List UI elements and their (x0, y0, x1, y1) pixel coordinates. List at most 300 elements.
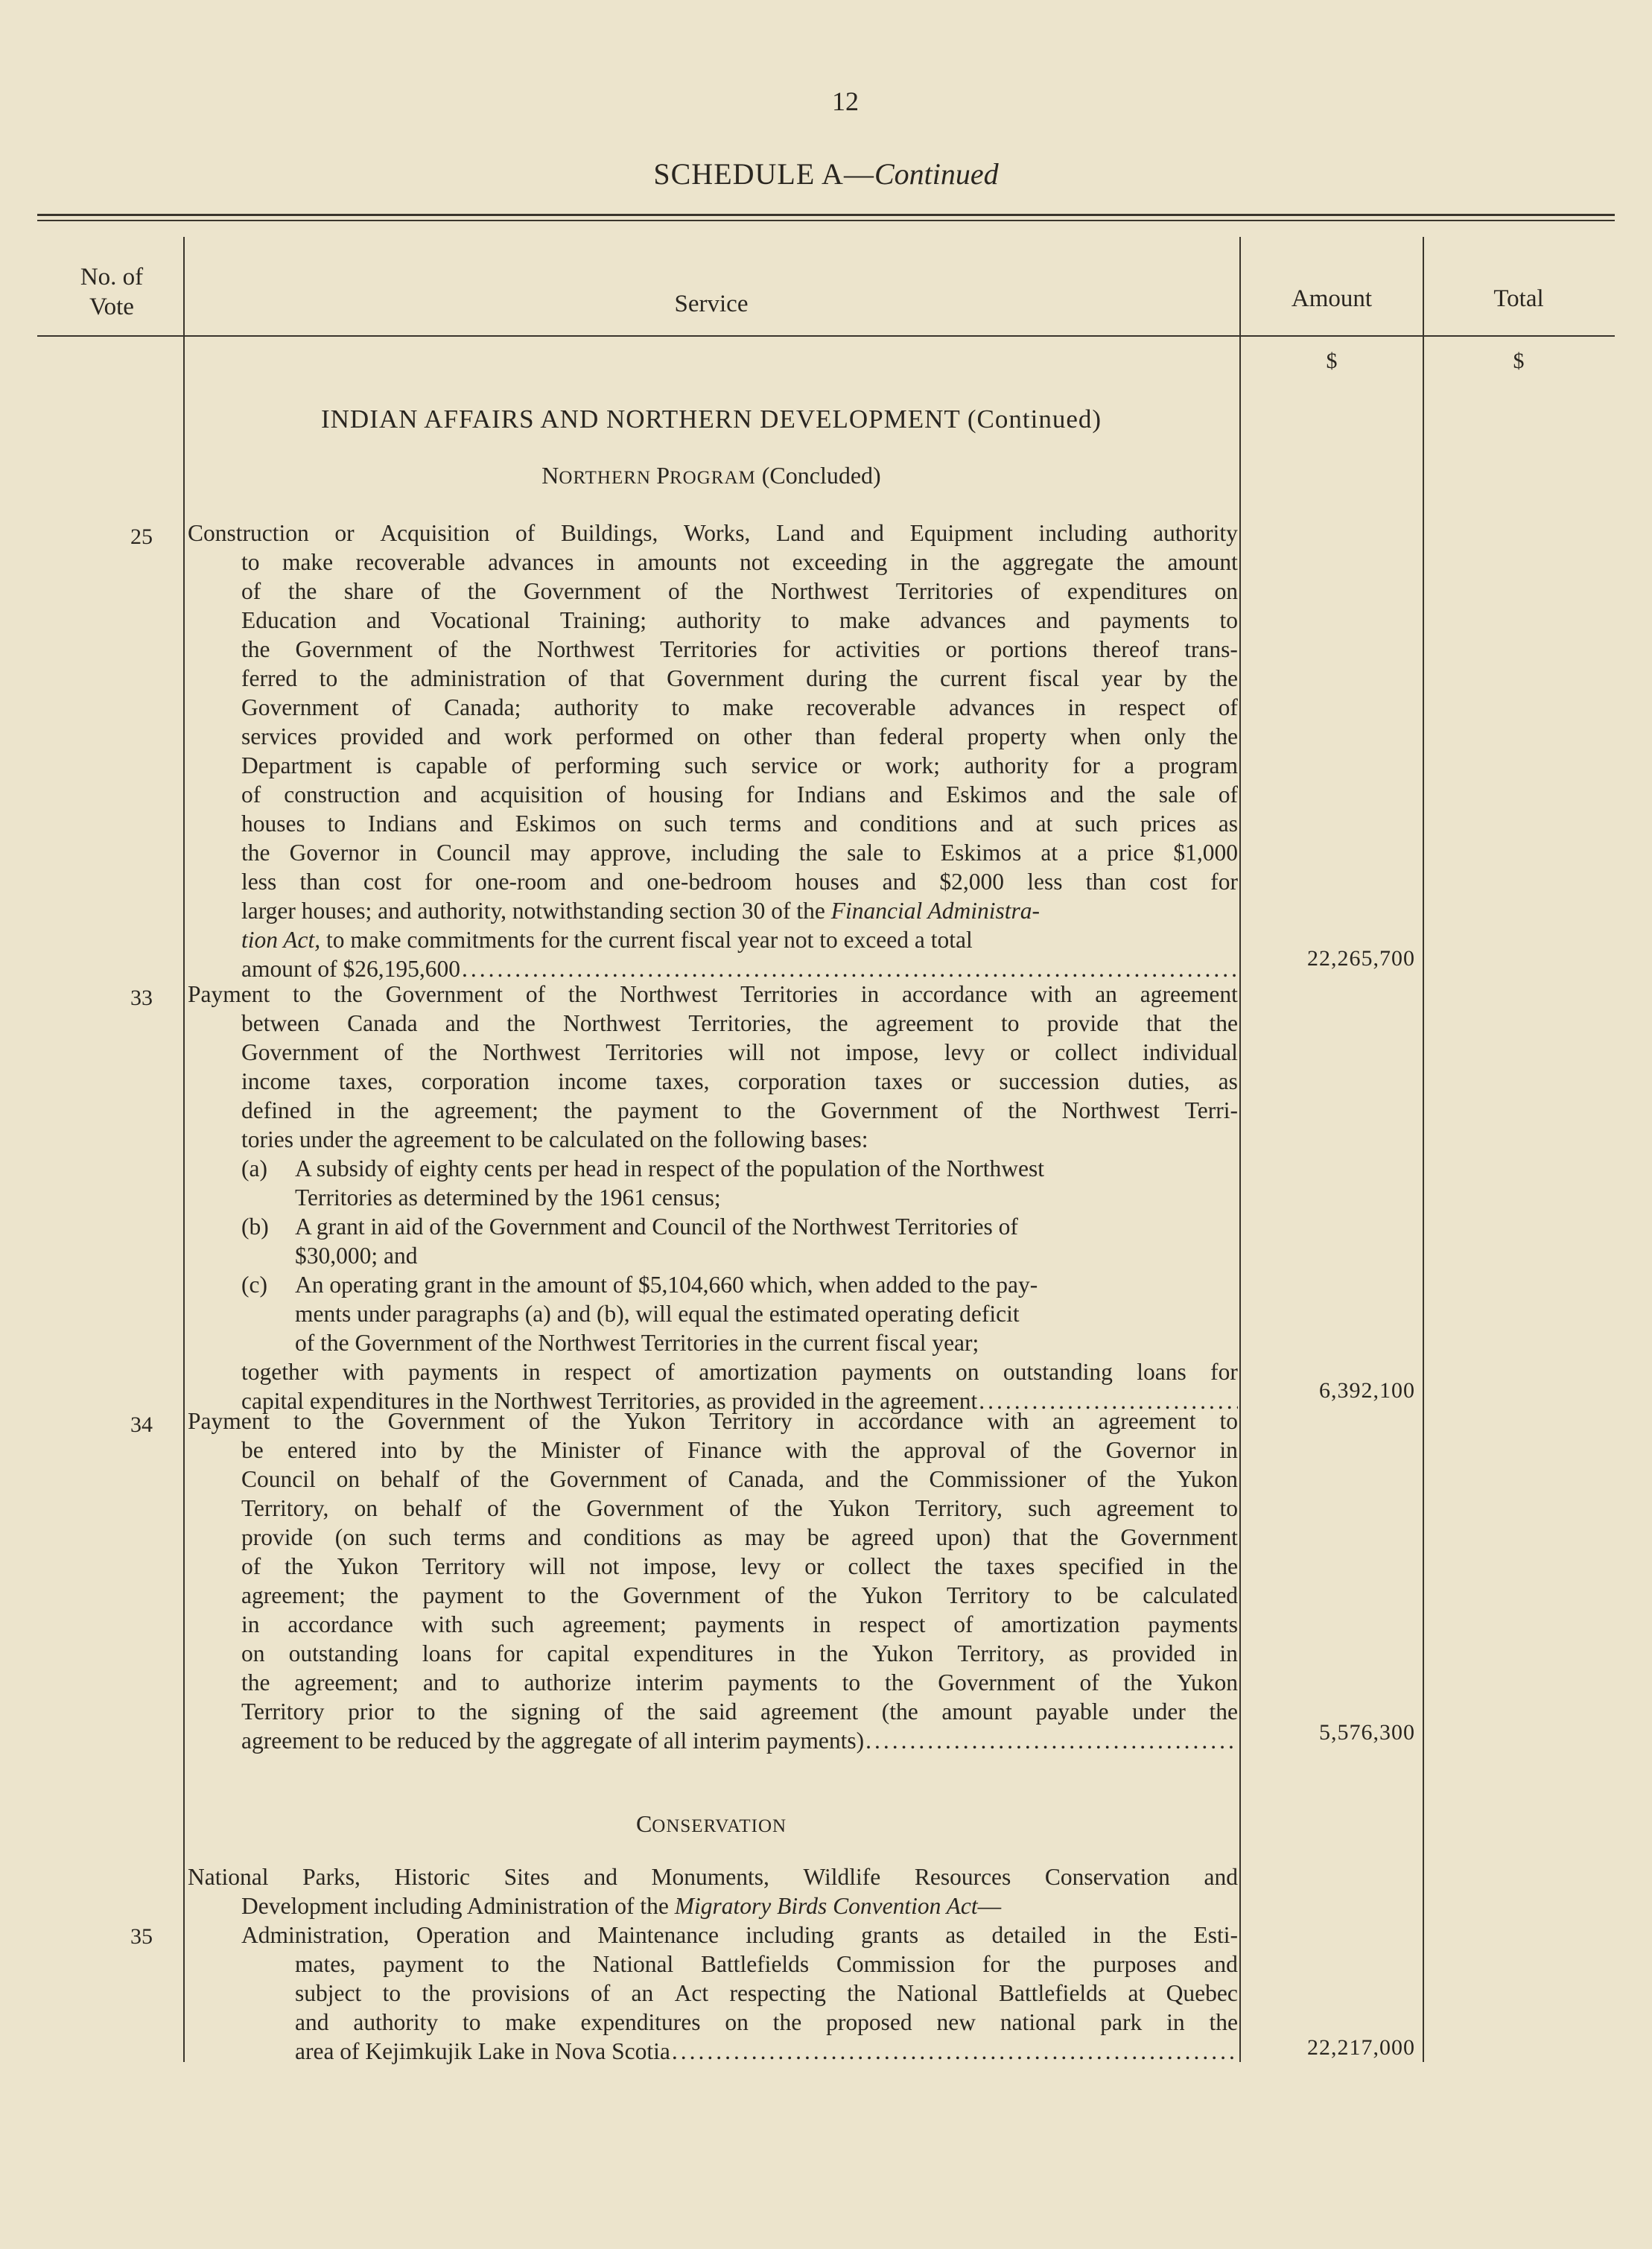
word: on (618, 811, 642, 837)
service-line (188, 518, 1238, 548)
word: the (563, 1097, 593, 1123)
word: of (1087, 1466, 1107, 1492)
word: accordance (857, 1408, 964, 1434)
word: on (696, 723, 720, 749)
word: such (1075, 811, 1118, 837)
word: payments (1148, 1611, 1238, 1637)
word: authority (964, 752, 1049, 778)
word: an (631, 1980, 654, 2006)
department-heading: INDIAN AFFAIRS AND NORTHERN DEVELOPMENT (Continued) (320, 405, 1102, 434)
word: Indians (367, 811, 437, 837)
word: the (798, 840, 828, 866)
word: $2,000 (939, 869, 1004, 895)
service-line: ments under paragraphs (a) and (b), will equal the estimated operating deficit (295, 1301, 1020, 1327)
word: levy (944, 1039, 985, 1065)
word: in (777, 1640, 796, 1666)
word: duties, (1128, 1068, 1190, 1094)
word: approve, (590, 840, 672, 866)
word: less (1027, 869, 1063, 895)
word: of (1079, 1669, 1099, 1696)
word: or (842, 752, 862, 778)
word: the (772, 2009, 802, 2035)
word: to (723, 1097, 742, 1123)
word: Yukon (861, 1582, 923, 1608)
word: agreed (851, 1524, 914, 1550)
word: specified (1058, 1553, 1144, 1579)
word: provide (241, 1524, 314, 1550)
word: the (1008, 1097, 1037, 1123)
word: the (488, 1437, 517, 1463)
word: corporation (421, 1068, 530, 1094)
word: on (956, 1359, 979, 1385)
word: trans- (1184, 636, 1238, 662)
program-heading-rogram: ROGRAM (670, 468, 756, 488)
service-text: larger houses; and authority, notwithstanding section 30 of the (241, 898, 825, 924)
word: be (241, 1437, 264, 1463)
word: or (1010, 1039, 1030, 1065)
word: agreement; (562, 1611, 667, 1637)
word: of (487, 1495, 507, 1521)
word: for (1073, 752, 1100, 778)
word: to (293, 981, 311, 1007)
word: on (336, 1466, 360, 1492)
service-line (188, 980, 1238, 1009)
word: than (1085, 869, 1126, 895)
service-line: $30,000; and (295, 1243, 418, 1269)
word: respect (859, 1611, 926, 1637)
word: Maintenance (597, 1922, 719, 1948)
word: of (667, 578, 688, 604)
word: Vocational (430, 607, 530, 633)
word: make (505, 2009, 556, 2035)
word: in (1093, 1922, 1111, 1948)
header-total: Total (1493, 285, 1544, 312)
word: of (1218, 694, 1238, 720)
word: the (1209, 2009, 1238, 2035)
word: the (241, 1669, 270, 1696)
word: income (241, 1068, 311, 1094)
word: proposed (826, 2009, 912, 2035)
word: expenditures (633, 1640, 754, 1666)
service-line (188, 1038, 1238, 1067)
service-line (188, 1920, 1238, 1950)
word: in (860, 981, 880, 1007)
word: Government (385, 981, 503, 1007)
word: Education (241, 607, 337, 633)
word: of (241, 1553, 261, 1579)
word: as (1068, 1640, 1089, 1666)
word: payments (728, 1669, 818, 1696)
word: to (1001, 1010, 1020, 1036)
word: including (1038, 520, 1128, 546)
word: of (963, 1097, 983, 1123)
program-heading-p: P (656, 462, 670, 489)
word: provided (340, 723, 424, 749)
word: Payment (188, 981, 270, 1007)
word: said (699, 1698, 737, 1725)
service-line (188, 635, 1238, 664)
word: during (806, 665, 868, 691)
word: Territories (895, 578, 994, 604)
word: federal (878, 723, 944, 749)
word: and (1204, 1951, 1238, 1977)
word: Yukon (828, 1495, 890, 1521)
word: payment (617, 1097, 699, 1123)
service-line (188, 1494, 1238, 1523)
word: by (440, 1437, 465, 1463)
word: Governor (1105, 1437, 1196, 1463)
word: new (936, 2009, 976, 2035)
word: Northwest (770, 578, 869, 604)
word: the (1127, 1466, 1156, 1492)
word: of (603, 1698, 623, 1725)
word: the (880, 1466, 909, 1492)
word: by (1163, 665, 1187, 691)
word: on (241, 1640, 265, 1666)
word: to (416, 1698, 436, 1725)
word: payments (694, 1611, 785, 1637)
word: the (1053, 1437, 1082, 1463)
word: capital (547, 1640, 610, 1666)
word: Conservation (1044, 1864, 1170, 1890)
word: the (766, 1097, 796, 1123)
word: to (671, 694, 690, 720)
word: the (500, 1466, 530, 1492)
word: agreement (760, 1698, 859, 1725)
word: make (839, 607, 891, 633)
word: Esti- (1193, 1922, 1238, 1948)
word: and (803, 811, 838, 837)
word: work (503, 723, 553, 749)
word: Government (295, 636, 413, 662)
word: housing (649, 781, 723, 808)
word: Government (241, 1039, 359, 1065)
word: of (1009, 1437, 1029, 1463)
word: for (1210, 1359, 1238, 1385)
word: the (1137, 1922, 1167, 1948)
word: the (1209, 1698, 1238, 1725)
word: on (1214, 578, 1238, 604)
word: the (1107, 781, 1136, 808)
word: of (953, 1611, 973, 1637)
service-text-italic: Migratory Birds Convention Act (674, 1893, 978, 1919)
service-line (188, 1009, 1238, 1038)
word: or (334, 520, 355, 546)
word: outstanding (1003, 1359, 1113, 1385)
top-double-rule-2 (37, 220, 1615, 221)
service-line (188, 1436, 1238, 1465)
word: $1,000 (1173, 840, 1238, 866)
word: taxes, (655, 1068, 710, 1094)
word: Eskimos (940, 840, 1022, 866)
service-text: capital expenditures in the Northwest Territories, as provided in the agreement (241, 1388, 978, 1414)
word: Territory, (957, 1640, 1045, 1666)
word: Yukon (624, 1408, 686, 1434)
word: and (447, 723, 481, 749)
word: and (366, 607, 401, 633)
word: the (571, 1408, 601, 1434)
word: impose, (845, 1039, 919, 1065)
word: at (1035, 811, 1053, 837)
word: in (596, 549, 615, 575)
word: and (423, 781, 457, 808)
word: with (342, 1359, 384, 1385)
service-line (188, 1465, 1238, 1494)
word: is (375, 752, 392, 778)
word: the (884, 1669, 914, 1696)
word: Eskimos (946, 781, 1027, 808)
word: that (1012, 1524, 1048, 1550)
word: expenditures (580, 2009, 701, 2035)
word: such (1028, 1495, 1071, 1521)
service-line (188, 1862, 1238, 1891)
service-line (188, 1406, 1238, 1436)
service-line (188, 1639, 1238, 1668)
word: National (188, 1864, 269, 1890)
word: service (751, 752, 818, 778)
service-text: — (977, 1893, 1002, 1919)
word: payments (841, 1359, 932, 1385)
service-text: to make commitments for the current fiscal year not to exceed a total (320, 927, 973, 953)
word: including (746, 1922, 835, 1948)
amount-vote-35: 22,217,000 (1307, 2035, 1415, 2060)
word: Northwest (562, 1010, 661, 1036)
word: in (522, 1359, 541, 1385)
word: Monuments, (651, 1864, 769, 1890)
word: the (1209, 723, 1238, 749)
word: Canada (347, 1010, 418, 1036)
word: work; (885, 752, 941, 778)
word: the (369, 1582, 398, 1608)
word: Wildlife (803, 1864, 881, 1890)
service-item-vote-35 (188, 1862, 1238, 2066)
word: Territory (241, 1698, 325, 1725)
word: to (903, 840, 921, 866)
word: Northwest (536, 636, 635, 662)
word: upon) (935, 1524, 991, 1550)
word: acquisition (480, 781, 583, 808)
word: of (764, 1582, 784, 1608)
word: the (819, 1010, 848, 1036)
word: advances (487, 549, 574, 575)
word: Government (550, 1466, 667, 1492)
word: a (1077, 840, 1088, 866)
word: authority (353, 2009, 439, 2035)
word: behalf (381, 1466, 439, 1492)
word: the (428, 1039, 458, 1065)
word: Training; (559, 607, 647, 633)
word: amount (1167, 549, 1238, 575)
word: Commissioner (929, 1466, 1067, 1492)
word: and (889, 781, 924, 808)
word: Northwest (483, 1039, 581, 1065)
col-divider-1 (183, 237, 185, 2062)
word: the (950, 549, 980, 575)
service-text-italic: Financial Administra- (830, 898, 1041, 924)
word: make (722, 694, 774, 720)
word: Commission (836, 1951, 956, 1977)
word: of (1218, 781, 1238, 808)
word: payable (1035, 1698, 1109, 1725)
word: Government (586, 1495, 704, 1521)
word: that (1146, 1010, 1182, 1036)
service-line (188, 722, 1238, 751)
word: be (1096, 1582, 1119, 1608)
service-text: Development including Administration of the (241, 1893, 675, 1919)
word: accordance (901, 981, 1008, 1007)
word: outstanding (288, 1640, 398, 1666)
word: the (287, 578, 317, 604)
word: as (1218, 811, 1238, 837)
word: in (337, 1097, 355, 1123)
service-text: area of Kejimkujik Lake in Nova Scotia (295, 2038, 670, 2064)
service-line (188, 925, 1238, 954)
word: Government (667, 665, 784, 691)
top-double-rule-1 (37, 214, 1615, 216)
service-line: of the Government of the Northwest Territories in the current fiscal year; (295, 1330, 979, 1356)
word: the (532, 1495, 562, 1521)
word: of (438, 636, 458, 662)
word: or (951, 1068, 971, 1094)
word: when (1070, 723, 1121, 749)
word: to (241, 549, 260, 575)
word: Canada, (728, 1466, 804, 1492)
word: of (590, 1980, 611, 2006)
header-vote-line-1: No. of (80, 264, 144, 291)
word: respecting (729, 1980, 826, 2006)
word: for (1210, 869, 1238, 895)
word: into (380, 1437, 417, 1463)
word: Council (436, 840, 511, 866)
word: sale (1158, 781, 1195, 808)
word: Land (776, 520, 825, 546)
word: cost (363, 869, 401, 895)
word: authorize (524, 1669, 611, 1696)
paragraph-label-a: (a) (241, 1155, 267, 1181)
word: Buildings, (560, 520, 658, 546)
word: to (463, 2009, 481, 2035)
word: Territories, (688, 1010, 792, 1036)
word: Council (241, 1466, 316, 1492)
word: for (982, 1951, 1010, 1977)
word: prices (1140, 811, 1196, 837)
word: and (295, 2009, 329, 2035)
word: approval (903, 1437, 986, 1463)
service-line (188, 1668, 1238, 1697)
program-heading-suffix: (Concluded) (755, 462, 881, 489)
word: impose, (643, 1553, 717, 1579)
word: the (241, 636, 270, 662)
word: Indians (796, 781, 866, 808)
word: (the (881, 1698, 918, 1725)
word: Sites (503, 1864, 550, 1890)
word: national (1000, 2009, 1076, 2035)
word: such (684, 752, 728, 778)
service-text: agreement to be reduced by the aggregate of all interim payments) (241, 1728, 865, 1754)
word: not (790, 1039, 821, 1065)
word: Northwest (620, 981, 718, 1007)
program-heading-orthern: ORTHERN (559, 468, 657, 488)
program-heading (186, 462, 1236, 489)
word: will (728, 1039, 765, 1065)
conservation-heading (186, 1810, 1236, 1838)
service-line (188, 1154, 1238, 1183)
word: current (940, 665, 1007, 691)
word: less (241, 869, 277, 895)
word: Battlefields (998, 1980, 1108, 2006)
word: ferred (241, 665, 298, 691)
word: conditions (583, 1524, 682, 1550)
word: agreement (1096, 1495, 1195, 1521)
word: in (813, 1611, 831, 1637)
word: to (1219, 1408, 1238, 1434)
service-text: A subsidy of eighty cents per head in respect of the population of the Northwest (295, 1155, 1045, 1181)
word: and (589, 869, 624, 895)
word: an (1095, 981, 1117, 1007)
schedule-title-main: SCHEDULE A— (653, 157, 874, 191)
word: on (354, 1495, 378, 1521)
word: Government (938, 1669, 1055, 1696)
word: to (1054, 1582, 1073, 1608)
service-line (188, 548, 1238, 577)
service-line: Territories as determined by the 1961 census; (295, 1184, 721, 1211)
service-line (188, 1523, 1238, 1552)
word: Finance (687, 1437, 762, 1463)
word: of (1020, 578, 1041, 604)
word: Territory (946, 1582, 1030, 1608)
word: Equipment (909, 520, 1013, 546)
word: and (979, 811, 1014, 837)
word: the (1209, 1010, 1238, 1036)
word: taxes, (338, 1068, 393, 1094)
word: behalf (403, 1495, 462, 1521)
word: not (589, 1553, 620, 1579)
word: or (945, 636, 965, 662)
word: Administration, (241, 1922, 390, 1948)
word: the (1123, 1669, 1152, 1696)
header-amount: Amount (1291, 285, 1373, 312)
word: such (664, 811, 708, 837)
word: park (1100, 2009, 1143, 2035)
word: to (319, 665, 338, 691)
word: succession (999, 1068, 1100, 1094)
word: agreement; (241, 1582, 346, 1608)
word: to (791, 607, 810, 633)
word: to (1219, 1495, 1238, 1521)
service-line (188, 867, 1238, 896)
paragraph-label-c: (c) (241, 1272, 267, 1298)
word: administration (410, 665, 546, 691)
word: taxes (986, 1553, 1035, 1579)
word: Government (820, 1097, 938, 1123)
word: the (819, 1640, 848, 1666)
word: mates, (295, 1951, 356, 1977)
word: between (241, 1010, 320, 1036)
word: agreement; (433, 1097, 539, 1123)
word: of (460, 1466, 480, 1492)
word: Territory (422, 1553, 506, 1579)
word: respect (1119, 694, 1186, 720)
word: thereof (1092, 636, 1160, 662)
word: Territory, (915, 1495, 1003, 1521)
word: of (241, 578, 261, 604)
word: Territories (740, 981, 838, 1007)
service-line-leader (188, 1726, 1238, 1755)
service-line (188, 1096, 1238, 1125)
word: the (380, 1097, 410, 1123)
word: that (609, 665, 645, 691)
word: the (483, 636, 512, 662)
